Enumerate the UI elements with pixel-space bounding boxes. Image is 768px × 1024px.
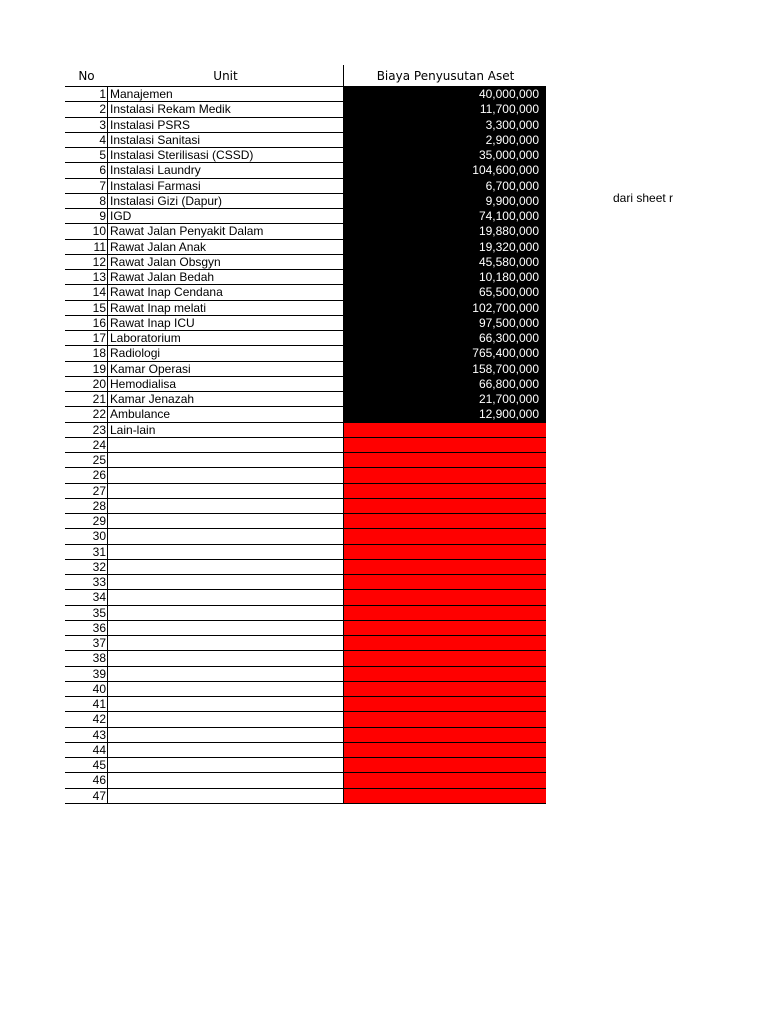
cell-no[interactable]: 11: [65, 240, 108, 254]
table-row: [65, 240, 546, 255]
table-row: [65, 148, 546, 163]
cell-cost[interactable]: [343, 560, 546, 574]
cell-no[interactable]: 6: [65, 163, 108, 177]
cell-no[interactable]: 18: [65, 346, 108, 360]
table-row: [65, 255, 546, 270]
cell-cost[interactable]: 19,880,000: [343, 224, 546, 238]
table-row: [65, 743, 546, 758]
table-row: [65, 758, 546, 773]
table-row: [65, 377, 546, 392]
cell-cost[interactable]: [343, 484, 546, 498]
cell-cost[interactable]: 66,800,000: [343, 377, 546, 391]
cell-cost[interactable]: 102,700,000: [343, 301, 546, 315]
table-row: [65, 651, 546, 666]
cell-no[interactable]: 19: [65, 362, 108, 376]
cell-cost[interactable]: 97,500,000: [343, 316, 546, 330]
cell-unit[interactable]: Radiologi: [110, 346, 161, 361]
table-row: [65, 606, 546, 621]
cell-no[interactable]: 3: [65, 118, 108, 132]
cell-unit[interactable]: [108, 438, 343, 452]
side-note[interactable]: dari sheet r: [613, 191, 674, 205]
table-row: [65, 636, 546, 651]
cell-cost[interactable]: 40,000,000: [343, 87, 546, 101]
table-row: [65, 362, 546, 377]
cell-cost[interactable]: [343, 667, 546, 681]
table-row: [65, 301, 546, 316]
cell-no[interactable]: 37: [65, 636, 108, 650]
cell-unit[interactable]: Rawat Inap ICU: [110, 315, 195, 330]
cell-cost[interactable]: [343, 621, 546, 635]
cell-no[interactable]: 38: [65, 651, 108, 665]
cell-unit[interactable]: [108, 773, 343, 787]
cell-unit[interactable]: [108, 712, 343, 726]
header-no[interactable]: No: [78, 68, 95, 83]
cell-unit[interactable]: Kamar Operasi: [110, 361, 191, 376]
table-row: [65, 209, 546, 224]
table-row: [65, 514, 546, 529]
cell-no[interactable]: 7: [65, 179, 108, 193]
cell-cost[interactable]: 10,180,000: [343, 270, 546, 284]
cell-cost[interactable]: [343, 514, 546, 528]
cell-cost[interactable]: [343, 728, 546, 742]
cell-unit[interactable]: Kamar Jenazah: [110, 392, 195, 406]
cell-cost[interactable]: [343, 773, 546, 787]
table-row: [65, 545, 546, 560]
table-row: [65, 163, 546, 178]
table-row: [65, 621, 546, 636]
cell-no[interactable]: 35: [65, 606, 108, 620]
cell-no[interactable]: 9: [65, 209, 108, 223]
table-row: [65, 438, 546, 453]
cell-cost[interactable]: [343, 575, 546, 589]
cell-cost[interactable]: 158,700,000: [343, 362, 546, 376]
cell-unit[interactable]: [108, 453, 343, 467]
cell-unit[interactable]: [108, 590, 343, 604]
cell-cost[interactable]: [343, 712, 546, 726]
spreadsheet-table: [65, 65, 546, 804]
cell-no[interactable]: 26: [65, 468, 108, 482]
cell-unit[interactable]: Hemodialisa: [110, 376, 177, 391]
cell-unit[interactable]: [108, 606, 343, 620]
cell-unit[interactable]: [108, 499, 343, 513]
cell-unit[interactable]: [108, 651, 343, 665]
cell-no[interactable]: 5: [65, 148, 108, 162]
cell-no[interactable]: 40: [65, 682, 108, 696]
cell-cost[interactable]: [343, 682, 546, 696]
cell-no[interactable]: 41: [65, 697, 108, 711]
cell-no[interactable]: 10: [65, 224, 108, 238]
table-row: [65, 270, 546, 285]
cell-no[interactable]: 8: [65, 194, 108, 208]
table-row: [65, 224, 546, 239]
cell-unit[interactable]: [108, 682, 343, 696]
table-row: [65, 789, 546, 804]
cell-cost[interactable]: 104,600,000: [343, 163, 546, 177]
cell-cost[interactable]: [343, 743, 546, 757]
cell-cost[interactable]: 74,100,000: [343, 209, 546, 223]
cell-cost[interactable]: 66,300,000: [343, 331, 546, 345]
cell-no[interactable]: 29: [65, 514, 108, 528]
table-row: [65, 423, 546, 438]
table-row: [65, 285, 546, 300]
cell-no[interactable]: 23: [65, 423, 108, 437]
cell-cost[interactable]: [343, 758, 546, 772]
cell-no[interactable]: 24: [65, 438, 108, 452]
table-row: [65, 499, 546, 514]
cell-unit[interactable]: [108, 697, 343, 711]
cell-cost[interactable]: 9,900,000: [343, 194, 546, 208]
cell-no[interactable]: 33: [65, 575, 108, 589]
cell-unit[interactable]: Rawat Inap melati: [110, 300, 207, 315]
cell-cost[interactable]: [343, 636, 546, 650]
cell-unit[interactable]: [108, 636, 343, 650]
header-unit[interactable]: Unit: [213, 68, 238, 83]
table-row: [65, 728, 546, 743]
cell-no[interactable]: 39: [65, 667, 108, 681]
cell-cost[interactable]: 12,900,000: [343, 407, 546, 421]
cell-cost[interactable]: [343, 545, 546, 559]
cell-cost[interactable]: 45,580,000: [343, 255, 546, 269]
table-row: [65, 392, 546, 407]
table-row: [65, 484, 546, 499]
cell-no[interactable]: 21: [65, 392, 108, 406]
table-row: [65, 682, 546, 697]
cell-no[interactable]: 12: [65, 255, 108, 269]
cell-no[interactable]: 45: [65, 758, 108, 772]
cell-unit[interactable]: Instalasi Gizi (Dapur): [110, 193, 223, 208]
cell-unit[interactable]: Instalasi Laundry: [110, 163, 201, 178]
cell-cost[interactable]: 2,900,000: [343, 133, 546, 147]
cell-unit[interactable]: Lain-lain: [110, 422, 156, 437]
cell-no[interactable]: 36: [65, 621, 108, 635]
cell-no[interactable]: 16: [65, 316, 108, 330]
table-row: [65, 667, 546, 682]
cell-no[interactable]: 15: [65, 301, 108, 315]
cell-cost[interactable]: 765,400,000: [343, 346, 546, 360]
cell-cost[interactable]: 21,700,000: [343, 392, 546, 406]
table-row: [65, 331, 546, 346]
cell-no[interactable]: 43: [65, 728, 108, 742]
cell-no[interactable]: 46: [65, 773, 108, 787]
cell-no[interactable]: 44: [65, 743, 108, 757]
cell-unit[interactable]: Laboratorium: [110, 331, 181, 345]
table-row: [65, 407, 546, 422]
cell-no[interactable]: 27: [65, 484, 108, 498]
cell-cost[interactable]: [343, 529, 546, 543]
table-row: [65, 316, 546, 331]
cell-no[interactable]: 14: [65, 285, 108, 299]
table-row: [65, 560, 546, 575]
cell-unit[interactable]: Instalasi Sanitasi: [110, 132, 201, 147]
cell-no[interactable]: 1: [65, 87, 108, 101]
cell-unit[interactable]: [108, 789, 343, 803]
cell-unit[interactable]: [108, 575, 343, 589]
table-row: [65, 133, 546, 148]
cell-no[interactable]: 28: [65, 499, 108, 513]
cell-cost[interactable]: [343, 468, 546, 482]
cell-no[interactable]: 22: [65, 407, 108, 421]
table-row: [65, 697, 546, 712]
cell-cost[interactable]: [343, 423, 546, 437]
cell-unit[interactable]: [108, 560, 343, 574]
header-row: [65, 65, 546, 87]
cell-cost[interactable]: 11,700,000: [343, 102, 546, 116]
cell-cost[interactable]: 3,300,000: [343, 118, 546, 132]
cell-unit[interactable]: Manajemen: [110, 87, 173, 101]
cell-no[interactable]: 4: [65, 133, 108, 147]
cell-no[interactable]: 25: [65, 453, 108, 467]
table-row: [65, 118, 546, 133]
cell-cost[interactable]: [343, 590, 546, 604]
cell-no[interactable]: 42: [65, 712, 108, 726]
table-row: [65, 773, 546, 788]
cell-unit[interactable]: [108, 728, 343, 742]
cell-unit[interactable]: Rawat Jalan Obsgyn: [110, 254, 221, 269]
cell-unit[interactable]: [108, 468, 343, 482]
table-row: [65, 179, 546, 194]
cell-unit[interactable]: Rawat Jalan Anak: [110, 239, 207, 254]
cell-unit[interactable]: Rawat Jalan Bedah: [110, 270, 215, 284]
cell-cost[interactable]: [343, 438, 546, 452]
cell-unit[interactable]: [108, 743, 343, 757]
cell-no[interactable]: 17: [65, 331, 108, 345]
cell-unit[interactable]: IGD: [110, 209, 132, 223]
table-row: [65, 87, 546, 102]
cell-cost[interactable]: 65,500,000: [343, 285, 546, 299]
cell-unit[interactable]: [108, 484, 343, 498]
cell-no[interactable]: 2: [65, 102, 108, 116]
cell-cost[interactable]: [343, 651, 546, 665]
table-row: [65, 194, 546, 209]
cell-unit[interactable]: Rawat Inap Cendana: [110, 285, 223, 300]
cell-unit[interactable]: Instalasi Sterilisasi (CSSD): [110, 148, 254, 162]
cell-cost[interactable]: [343, 697, 546, 711]
cell-cost[interactable]: 19,320,000: [343, 240, 546, 254]
cell-cost[interactable]: 35,000,000: [343, 148, 546, 162]
cell-unit[interactable]: [108, 514, 343, 528]
cell-unit[interactable]: [108, 621, 343, 635]
table-row: [65, 102, 546, 117]
cell-unit[interactable]: [108, 529, 343, 543]
cell-cost[interactable]: [343, 499, 546, 513]
cell-cost[interactable]: [343, 789, 546, 803]
cell-unit[interactable]: Instalasi Farmasi: [110, 178, 201, 193]
cell-no[interactable]: 20: [65, 377, 108, 391]
table-row: [65, 575, 546, 590]
table-row: [65, 712, 546, 727]
table-row: [65, 346, 546, 361]
cell-no[interactable]: 30: [65, 529, 108, 543]
cell-no[interactable]: 13: [65, 270, 108, 284]
cell-no[interactable]: 32: [65, 560, 108, 574]
cell-unit[interactable]: [108, 545, 343, 559]
cell-unit[interactable]: [108, 758, 343, 772]
header-cost[interactable]: Biaya Penyusutan Aset: [343, 65, 547, 86]
table-row: [65, 468, 546, 483]
table-row: [65, 590, 546, 605]
cell-no[interactable]: 47: [65, 789, 108, 803]
cell-cost[interactable]: [343, 453, 546, 467]
cell-unit[interactable]: Rawat Jalan Penyakit Dalam: [110, 224, 264, 239]
cell-unit[interactable]: Ambulance: [110, 407, 171, 422]
cell-cost[interactable]: [343, 606, 546, 620]
cell-unit[interactable]: [108, 667, 343, 681]
table-row: [65, 453, 546, 468]
cell-no[interactable]: 31: [65, 545, 108, 559]
cell-cost[interactable]: 6,700,000: [343, 179, 546, 193]
cell-no[interactable]: 34: [65, 590, 108, 604]
cell-unit[interactable]: Instalasi PSRS: [110, 117, 191, 132]
table-row: [65, 529, 546, 544]
cell-unit[interactable]: Instalasi Rekam Medik: [110, 102, 231, 117]
table-body: [65, 87, 546, 804]
